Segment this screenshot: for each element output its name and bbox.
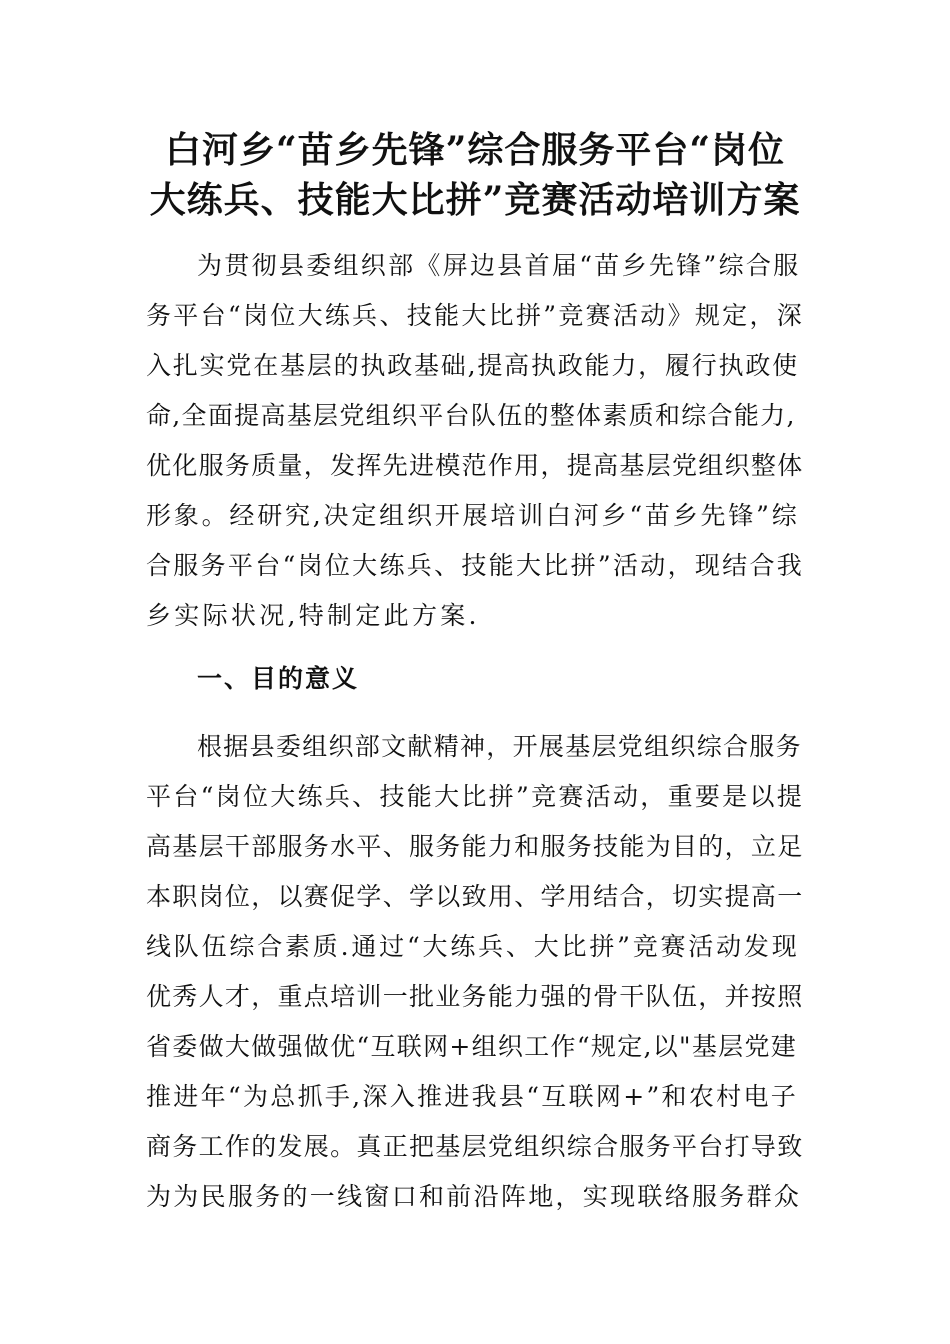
document-title-line-1: 白河乡“苗乡先锋”综合服务平台“岗位 — [164, 129, 786, 171]
intro-paragraph-line: 为贯彻县委组织部《屏边县首届“苗乡先锋”综合服 — [197, 251, 801, 280]
section-1-paragraph-line: 平台“岗位大练兵、技能大比拼”竞赛活动，重要是以提 — [146, 782, 805, 811]
document-title-line-2: 大练兵、技能大比拼”竞赛活动培训方案 — [149, 179, 801, 221]
section-1-paragraph-line: 推进年“为总抓手,深入推进我县“互联网+”和农村电子 — [146, 1082, 799, 1111]
section-1-paragraph-line: 省委做大做强做优“互联网+组织工作“规定,以"基层党建 — [146, 1032, 798, 1061]
intro-paragraph-line: 优化服务质量，发挥先进模范作用，提高基层党组织整体 — [146, 451, 804, 480]
section-1-paragraph-line: 根据县委组织部文献精神，开展基层党组织综合服务 — [197, 732, 802, 761]
section-1-paragraph-line: 线队伍综合素质.通过“大练兵、大比拼”竞赛活动发现 — [146, 932, 800, 961]
intro-paragraph-line: 乡实际状况,特制定此方案. — [146, 601, 480, 630]
intro-paragraph-line: 合服务平台“岗位大练兵、技能大比拼”活动，现结合我 — [146, 551, 805, 580]
section-1-paragraph-line: 优秀人才，重点培训一批业务能力强的骨干队伍，并按照 — [146, 982, 804, 1011]
section-1-paragraph-line: 商务工作的发展。真正把基层党组织综合服务平台打导致 — [146, 1132, 804, 1161]
intro-paragraph-line: 入扎实党在基层的执政基础,提高执政能力，履行执政使 — [146, 351, 799, 380]
intro-paragraph-line: 命,全面提高基层党组织平台队伍的整体素质和综合能力, — [146, 401, 796, 430]
section-1-paragraph-line: 为为民服务的一线窗口和前沿阵地，实现联络服务群众 — [146, 1182, 802, 1211]
section-1-paragraph-line: 高基层干部服务水平、服务能力和服务技能为目的，立足 — [146, 832, 804, 861]
intro-paragraph-line: 形象。经研究,决定组织开展培训白河乡“苗乡先锋”综 — [146, 501, 800, 530]
intro-paragraph-line: 务平台“岗位大练兵、技能大比拼”竞赛活动》规定，深 — [146, 301, 805, 330]
section-1-paragraph-line: 本职岗位，以赛促学、学以致用、学用结合，切实提高一 — [146, 882, 804, 911]
section-1-heading: 一、目的意义 — [197, 664, 360, 693]
